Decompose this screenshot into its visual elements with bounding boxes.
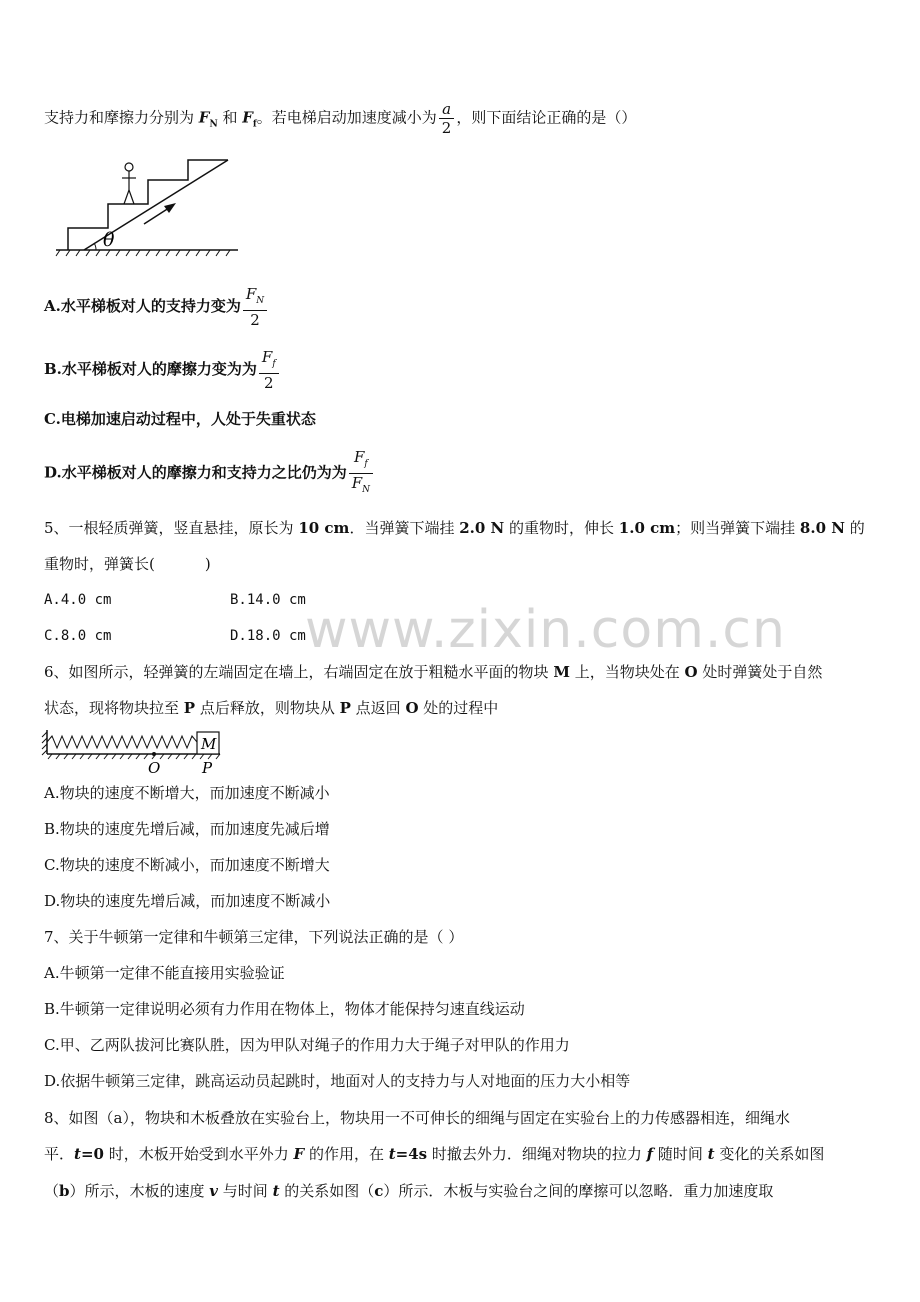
- q6-option-d: D.物块的速度先增后减，而加速度不断减小: [44, 892, 331, 910]
- q4-option-a: A.水平梯板对人的支持力变为 $\frac{F_N}{2}$: [44, 285, 269, 329]
- q7-option-b: B.牛顿第一定律说明必须有力作用在物体上，物体才能保持匀速直线运动: [44, 1000, 525, 1018]
- q7-stem: 7、关于牛顿第一定律和牛顿第三定律，下列说法正确的是（ ）: [44, 928, 464, 946]
- q5-option-a: A.4.0 cm: [44, 592, 112, 608]
- q5-option-d: D.18.0 cm: [230, 628, 306, 644]
- q7-option-d: D.依据牛顿第三定律，跳高运动员起跳时，地面对人的支持力与人对地面的压力大小相等: [44, 1072, 631, 1090]
- q8-stem-line2: 平．t=0 时，木板开始受到水平外力 F 的作用，在 t=4s 时撤去外力．细绳对物块的拉力 f 随时间 t 变化的关系如图: [44, 1145, 825, 1163]
- q5-stem-line1: 5、一根轻质弹簧，竖直悬挂，原长为 10 cm．当弹簧下端挂 2.0 N 的重物时，伸长 1.0 cm；则当弹簧下端挂 8.0 N 的: [44, 519, 865, 537]
- q4-stem: 支持力和摩擦力分别为 $F_N$ 和 $F_f$。若电梯启动加速度减小为 $\frac{a}{2}$ ，则下面结论正确的是（）: [44, 100, 637, 137]
- q4-option-d: D.水平梯板对人的摩擦力和支持力之比仍为为 $\frac{F_f}{F_N}$: [44, 448, 375, 499]
- q5-option-c: C.8.0 cm: [44, 628, 112, 644]
- point-label-p: P: [202, 759, 213, 777]
- q5-stem-line2: 重物时，弹簧长( ): [44, 555, 211, 573]
- q6-option-c: C.物块的速度不断减小，而加速度不断增大: [44, 856, 330, 874]
- q5-option-b: B.14.0 cm: [230, 592, 306, 608]
- watermark: www.zixin.com.cn: [305, 600, 786, 660]
- block-label-m: M: [201, 735, 217, 753]
- q6-option-b: B.物块的速度先增后减，而加速度先减后增: [44, 820, 330, 838]
- q4-option-b: B.水平梯板对人的摩擦力变为为 $\frac{F_f}{2}$: [44, 348, 281, 392]
- q6-option-a: A.物块的速度不断增大，而加速度不断减小: [44, 784, 330, 802]
- q6-stem-line1: 6、如图所示，轻弹簧的左端固定在墙上，右端固定在放于粗糙水平面的物块 M 上，当物块处在 O 处时弹簧处于自然: [44, 663, 823, 681]
- q8-stem-line3: （b）所示，木板的速度 v 与时间 t 的关系如图（c）所示．木板与实验台之间的摩擦可以忽略．重力加速度取: [44, 1182, 774, 1200]
- escalator-diagram: [56, 158, 246, 258]
- point-label-o: O: [148, 759, 161, 777]
- theta-label: θ: [103, 229, 115, 251]
- q7-option-c: C.甲、乙两队拔河比赛队胜，因为甲队对绳子的作用力大于绳子对甲队的作用力: [44, 1036, 570, 1054]
- q6-stem-line2: 状态，现将物块拉至 P 点后释放，则物块从 P 点返回 O 处的过程中: [44, 699, 499, 717]
- spring-block-diagram: [44, 728, 234, 776]
- q4-option-c: C.电梯加速启动过程中，人处于失重状态: [44, 410, 316, 428]
- fraction-a-over-2: $\frac{a}{2}$: [439, 100, 455, 137]
- q8-stem-line1: 8、如图（a），物块和木板叠放在实验台上，物块用一不可伸长的细绳与固定在实验台上的力传感器相连，细绳水: [44, 1109, 790, 1127]
- q7-option-a: A.牛顿第一定律不能直接用实验验证: [44, 964, 285, 982]
